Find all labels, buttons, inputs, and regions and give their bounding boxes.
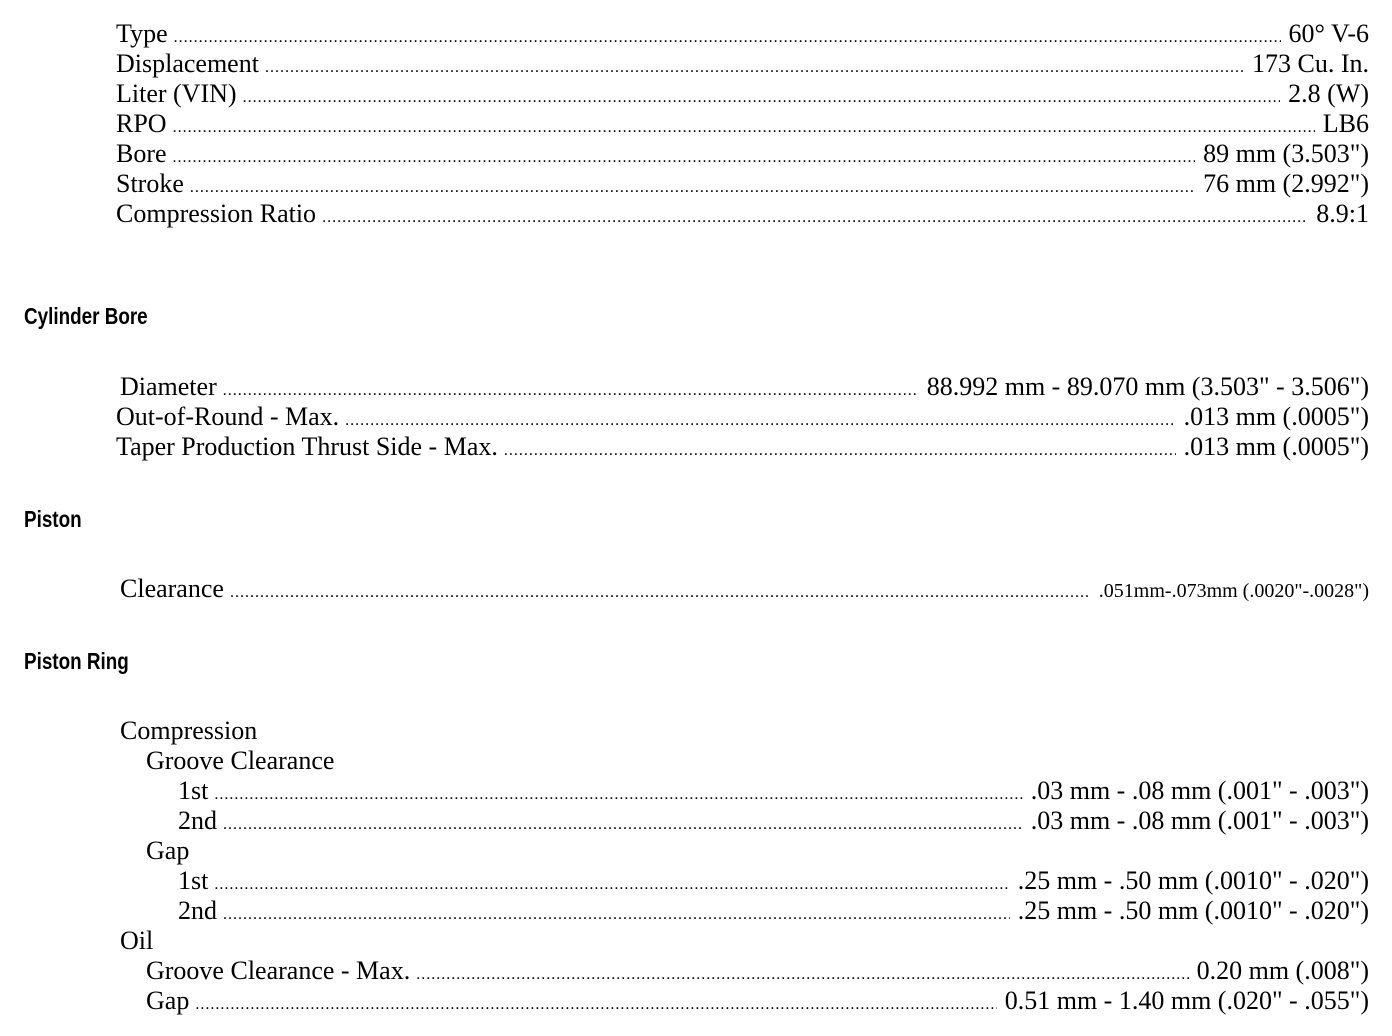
spec-value: .013 mm (.0005")	[1183, 402, 1369, 431]
spec-row-rpo	[116, 109, 1369, 139]
section-heading-piston: Piston	[24, 506, 82, 532]
spec-value: 88.992 mm - 89.070 mm (3.503" - 3.506")	[926, 372, 1369, 401]
spec-value: .051mm-.073mm (.0020"-.0028")	[1098, 580, 1369, 602]
spec-label: Taper Production Thrust Side - Max.	[116, 432, 498, 461]
spec-value: 173 Cu. In.	[1252, 49, 1369, 78]
spec-label: Out-of-Round - Max.	[116, 402, 340, 431]
spec-label: Stroke	[116, 169, 184, 198]
subsection-label-compression: Compression	[120, 716, 258, 745]
spec-label: 1st	[178, 776, 209, 805]
subsection-label-groove-clearance: Groove Clearance	[146, 746, 335, 775]
spec-row-oil-groove-clearance	[146, 956, 1369, 986]
spec-label: Type	[116, 19, 168, 48]
spec-row-clearance	[120, 574, 1369, 604]
spec-label: Liter (VIN)	[116, 79, 237, 108]
spec-value: .03 mm - .08 mm (.001" - .003")	[1030, 776, 1369, 805]
spec-row-displacement	[116, 49, 1369, 79]
spec-row-taper	[116, 432, 1369, 462]
spec-value: .25 mm - .50 mm (.0010" - .020")	[1017, 896, 1369, 925]
spec-label: Gap	[146, 986, 190, 1015]
spec-row-bore	[116, 139, 1369, 169]
spec-row-out-of-round	[116, 402, 1369, 432]
dot-leader	[223, 810, 1023, 840]
spec-row-liter-vin	[116, 79, 1369, 109]
spec-label: Clearance	[120, 574, 224, 603]
spec-value: 60° V-6	[1288, 19, 1369, 48]
dot-leader	[322, 203, 1308, 233]
spec-row-type	[116, 19, 1369, 49]
spec-label: Diameter	[120, 372, 217, 401]
spec-label: 2nd	[178, 896, 217, 925]
spec-label: Displacement	[116, 49, 259, 78]
spec-row-gap-1st	[178, 866, 1369, 896]
section-heading-cylinder-bore: Cylinder Bore	[24, 303, 148, 329]
spec-value: 89 mm (3.503")	[1203, 139, 1369, 168]
subsection-label-gap: Gap	[146, 836, 190, 865]
spec-label: RPO	[116, 109, 167, 138]
spec-row-gap-2nd	[178, 896, 1369, 926]
dot-leader	[504, 436, 1176, 466]
section-heading-piston-ring: Piston Ring	[24, 648, 129, 674]
spec-row-compression-ratio	[116, 199, 1369, 229]
spec-value: .03 mm - .08 mm (.001" - .003")	[1030, 806, 1369, 835]
spec-label: 1st	[178, 866, 209, 895]
spec-label: 2nd	[178, 806, 217, 835]
spec-value: LB6	[1322, 109, 1369, 138]
spec-row-stroke	[116, 169, 1369, 199]
dot-leader	[230, 578, 1091, 608]
spec-label: Groove Clearance - Max.	[146, 956, 411, 985]
spec-row-oil-gap	[146, 986, 1369, 1016]
spec-value: 2.8 (W)	[1288, 79, 1369, 108]
subsection-label-oil: Oil	[120, 926, 154, 955]
spec-row-groove-clearance-2nd	[178, 806, 1369, 836]
spec-label: Compression Ratio	[116, 199, 317, 228]
dot-leader	[223, 900, 1010, 930]
spec-value: 0.20 mm (.008")	[1196, 956, 1369, 985]
spec-value: .25 mm - .50 mm (.0010" - .020")	[1017, 866, 1369, 895]
dot-leader	[195, 990, 996, 1020]
spec-row-diameter	[120, 372, 1369, 402]
spec-row-groove-clearance-1st	[178, 776, 1369, 806]
spec-value: 8.9:1	[1316, 199, 1369, 228]
spec-value: .013 mm (.0005")	[1183, 432, 1369, 461]
spec-label: Bore	[116, 139, 167, 168]
spec-value: 76 mm (2.992")	[1203, 169, 1369, 198]
spec-value: 0.51 mm - 1.40 mm (.020" - .055")	[1004, 986, 1369, 1015]
